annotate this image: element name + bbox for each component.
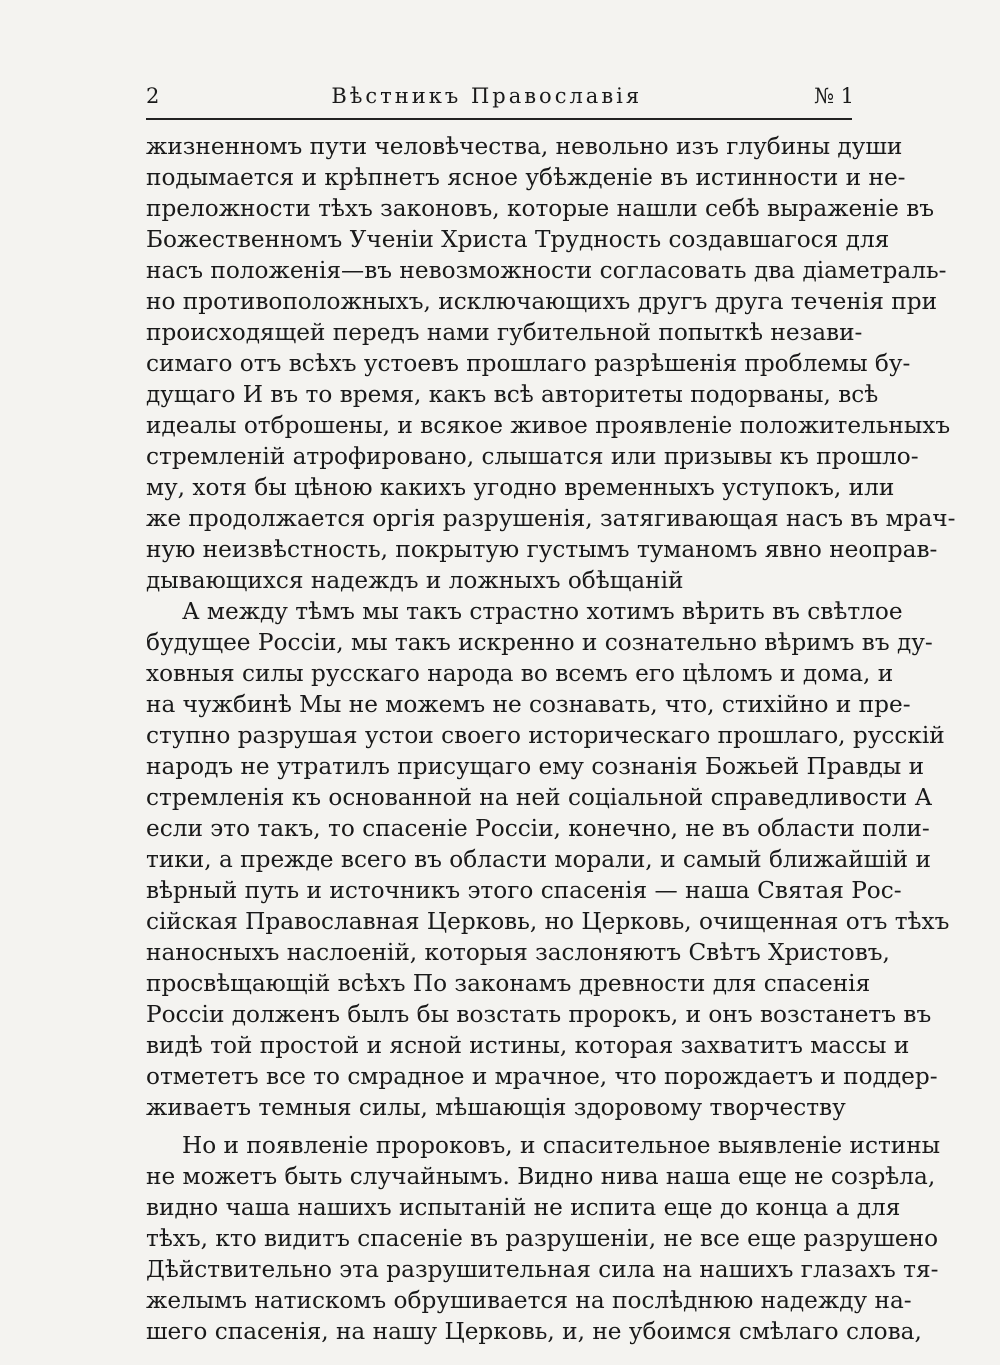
- text-line: А между тѣмъ мы такъ страстно хотимъ вѣрить въ свѣтлое: [182, 598, 903, 625]
- page-number: 2: [146, 84, 160, 108]
- text-line: но противоположныхъ, исключающихъ другъ друга теченія при: [146, 288, 938, 315]
- text-line: желымъ натискомъ обрушивается на послѣднюю надежду на-: [146, 1287, 912, 1314]
- text-line: подымается и крѣпнетъ ясное убѣжденіе въ истинности и не-: [146, 164, 906, 191]
- body-text: [146, 131, 956, 1347]
- text-line: идеалы отброшены, и всякое живое проявленіе положительныхъ: [146, 412, 951, 439]
- text-line: Божественномъ Ученіи Христа Трудность создавшагося для: [146, 226, 890, 253]
- text-line: Дѣйствительно эта разрушительная сила на нашихъ глазахъ тя-: [146, 1256, 939, 1283]
- text-line: просвѣщающій всѣхъ По законамъ древности для спасенія: [146, 970, 871, 997]
- paragraph-gap: [146, 1123, 852, 1130]
- text-line: тѣхъ, кто видитъ спасеніе въ разрушеніи, не все еще разрушено: [146, 1225, 939, 1252]
- paragraph-2: [146, 596, 950, 1123]
- text-line: видно чаша нашихъ испытаній не испита еще до конца а для: [146, 1194, 901, 1221]
- text-line: ховныя силы русскаго народа во всемъ его цѣломъ и дома, и: [146, 660, 894, 687]
- text-line: живаетъ темныя силы, мѣшающія здоровому творчеству: [146, 1094, 846, 1121]
- text-line: народъ не утратилъ присущаго ему сознанія Божьей Правды и: [146, 753, 925, 780]
- issue-number: № 1: [814, 84, 854, 108]
- text-line: жизненномъ пути человѣчества, невольно изъ глубины души: [146, 133, 903, 160]
- text-line: Россіи долженъ былъ бы возстать пророкъ, и онъ возстанетъ въ: [146, 1001, 932, 1028]
- text-line: шего спасенія, на нашу Церковь, и, не убоимся смѣлаго слова,: [146, 1318, 922, 1345]
- text-line: му, хотя бы цѣною какихъ угодно временныхъ уступокъ, или: [146, 474, 895, 501]
- text-line: дущаго И въ то время, какъ всѣ авторитеты подорваны, всѣ: [146, 381, 879, 408]
- text-line: на чужбинѣ Мы не можемъ не сознавать, что, стихійно и пре-: [146, 691, 911, 718]
- text-line: сійская Православная Церковь, но Церковь, очищенная отъ тѣхъ: [146, 908, 950, 935]
- paragraph-3: [146, 1130, 941, 1347]
- text-line: ную неизвѣстность, покрытую густымъ туманомъ явно неоправ-: [146, 536, 938, 563]
- header-rule: [146, 118, 852, 120]
- text-line: же продолжается оргія разрушенія, затягивающая насъ въ мрач-: [146, 505, 956, 532]
- text-line: тики, а прежде всего въ области морали, и самый ближайшій и: [146, 846, 931, 873]
- paragraph-1: [146, 131, 956, 596]
- text-line: отмететъ все то смрадное и мрачное, что порождаетъ и поддер-: [146, 1063, 938, 1090]
- running-header: [146, 84, 854, 114]
- text-line: симаго отъ всѣхъ устоевъ прошлаго разрѣшенія проблемы бу-: [146, 350, 911, 377]
- text-line: происходящей передъ нами губительной попыткѣ незави-: [146, 319, 863, 346]
- text-line: видѣ той простой и ясной истины, которая захватитъ массы и: [146, 1032, 910, 1059]
- text-line: если это такъ, то спасеніе Россіи, конечно, не въ области поли-: [146, 815, 930, 842]
- text-line: преложности тѣхъ законовъ, которые нашли себѣ выраженіе въ: [146, 195, 935, 222]
- text-line: наносныхъ наслоеній, которыя заслоняютъ Свѣтъ Христовъ,: [146, 939, 890, 966]
- text-line: Но и появленіе пророковъ, и спасительное выявленіе истины: [182, 1132, 941, 1159]
- text-line: насъ положенія—въ невозможности согласовать два діаметраль-: [146, 257, 947, 284]
- text-line: будущее Россіи, мы такъ искренно и сознательно вѣримъ въ ду-: [146, 629, 933, 656]
- text-line: стремленій атрофировано, слышатся или призывы къ прошло-: [146, 443, 919, 470]
- text-line: не можетъ быть случайнымъ. Видно нива наша еще не созрѣла,: [146, 1163, 936, 1190]
- text-line: дывающихся надеждъ и ложныхъ обѣщаній: [146, 567, 684, 594]
- text-line: стремленія къ основанной на ней соціальной справедливости А: [146, 784, 933, 811]
- text-line: ступно разрушая устои своего историческаго прошлаго, русскій: [146, 722, 945, 749]
- journal-title: Вѣстникъ Православія: [331, 84, 643, 108]
- text-line: вѣрный путь и источникъ этого спасенія — наша Святая Рос-: [146, 877, 902, 904]
